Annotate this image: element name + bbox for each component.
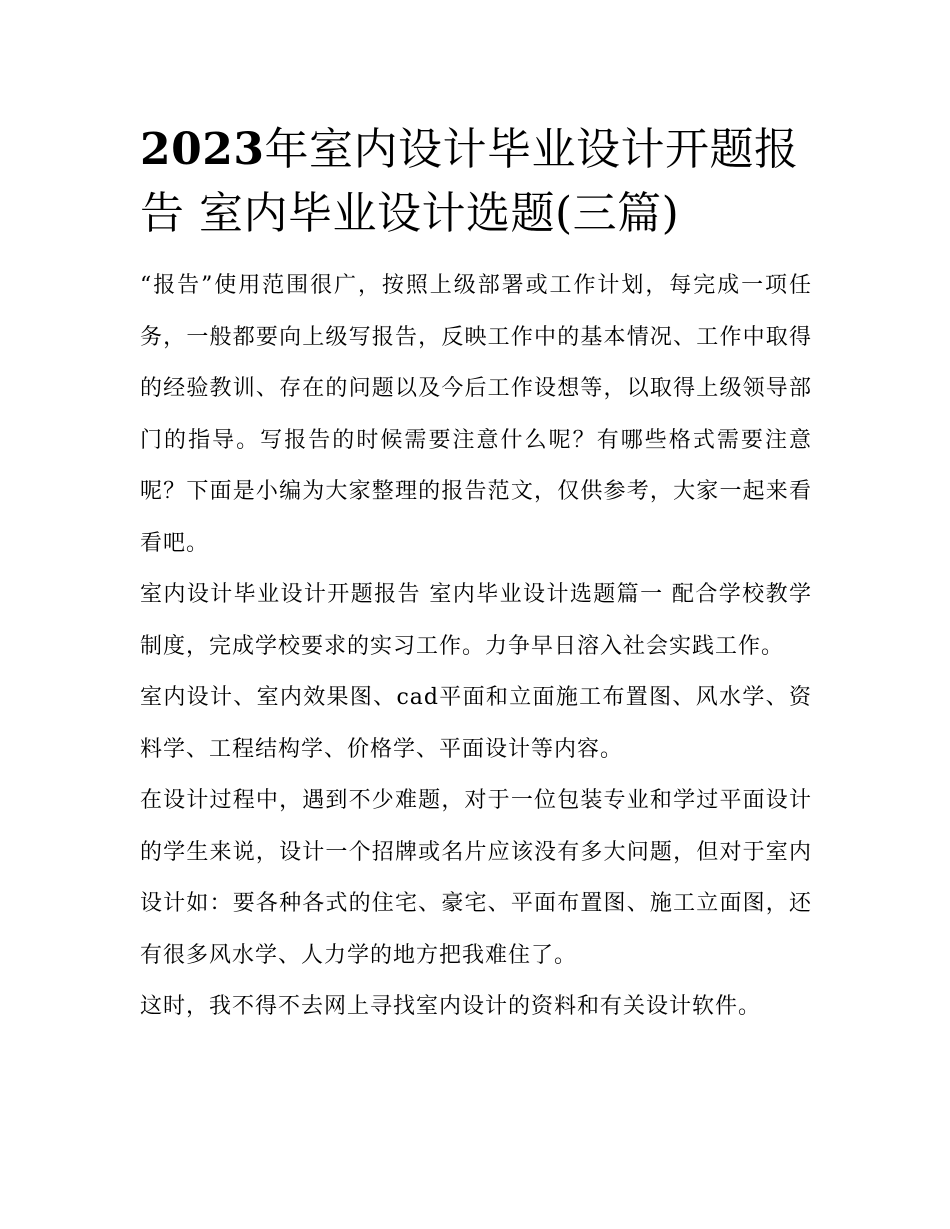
paragraph-intro: “报告”使用范围很广，按照上级部署或工作计划，每完成一项任务，一般都要向上级写报告，反映工作中的基本情况、工作中取得的经验教训、存在的问题以及今后工作设想等，以取得上级领导部门的指导。写报告的时候需要注意什么呢？有哪些格式需要注意呢？下面是小编为大家整理的报告范文，仅供参考，大家一起来看看吧。 [140, 273, 812, 556]
paragraph-content-scope: 室内设计、室内效果图、cad平面和立面施工布置图、风水学、资料学、工程结构学、价格学、平面设计等内容。 [140, 685, 812, 762]
title-year: 2023 [140, 124, 265, 175]
document-page [140, 118, 812, 1033]
document-title [140, 118, 812, 246]
paragraph-difficulties: 在设计过程中，遇到不少难题，对于一位包装专业和学过平面设计的学生来说，设计一个招牌或名片应该没有多大问题，但对于室内设计如：要各种各式的住宅、豪宅、平面布置图、施工立面图，还有很多风水学、人力学的地方把我难住了。 [140, 788, 812, 968]
title-text: 年室内设计毕业设计开题报告 室内毕业设计选题(三篇) [140, 124, 799, 239]
paragraph-section-one: 室内设计毕业设计开题报告 室内毕业设计选题篇一 配合学校教学制度，完成学校要求的实习工作。力争早日溶入社会实践工作。 [140, 582, 812, 659]
paragraph-research: 这时，我不得不去网上寻找室内设计的资料和有关设计软件。 [140, 994, 762, 1019]
